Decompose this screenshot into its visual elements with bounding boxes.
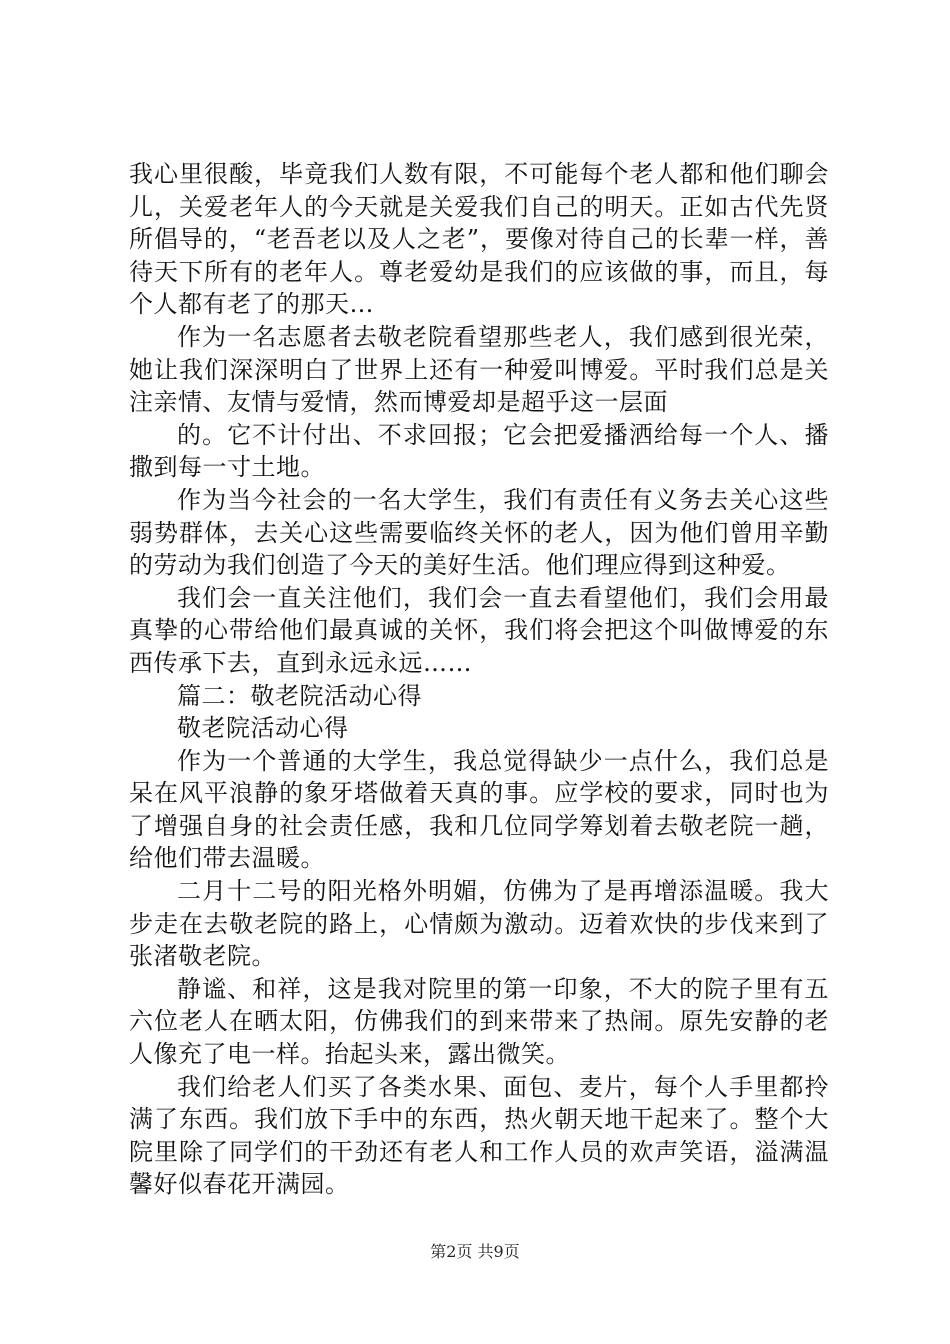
paragraph: 我们会一直关注他们，我们会一直去看望他们，我们会用最真挚的心带给他们最真诚的关怀，我们将会把这个叫做博爱的东西传承下去，直到永远永远…… <box>129 583 829 677</box>
paragraph: 的。它不计付出、不求回报；它会把爱播洒给每一个人、播撒到每一寸土地。 <box>129 420 829 482</box>
paragraph: 我们给老人们买了各类水果、面包、麦片，每个人手里都拎满了东西。我们放下手中的东西，热火朝天地干起来了。整个大院里除了同学们的干劲还有老人和工作人员的欢声笑语，溢满温馨好似春花开满园。 <box>129 1072 829 1199</box>
paragraph: 二月十二号的阳光格外明媚，仿佛为了是再增添温暖。我大步走在去敬老院的路上，心情颇为激动。迈着欢快的步伐来到了张渚敬老院。 <box>129 877 829 971</box>
paragraph: 作为一个普通的大学生，我总觉得缺少一点什么，我们总是呆在风平浪静的象牙塔做着天真的事。应学校的要求，同时也为了增强自身的社会责任感，我和几位同学筹划着去敬老院一趟，给他们带去温暖。 <box>129 746 829 873</box>
paragraph: 静谧、和祥，这是我对院里的第一印象，不大的院子里有五六位老人在晒太阳，仿佛我们的到来带来了热闹。原先安静的老人像充了电一样。抬起头来，露出微笑。 <box>129 974 829 1069</box>
paragraph: 作为当今社会的一名大学生，我们有责任有义务去关心这些弱势群体，去关心这些需要临终关怀的老人，因为他们曾用辛勤的劳动为我们创造了今天的美好生活。他们理应得到这种爱。 <box>129 485 829 580</box>
page-number-footer: 第2页 共9页 <box>430 1242 520 1261</box>
paragraph: 我心里很酸，毕竟我们人数有限，不可能每个老人都和他们聊会儿，关爱老年人的今天就是关爱我们自己的明天。正如古代先贤所倡导的，“老吾老以及人之老”，要像对待自己的长辈一样，善待天下所有的老年人。尊老爱幼是我们的应该做的事，而且，每个人都有老了的那天… <box>129 160 829 319</box>
document-body <box>129 158 829 1201</box>
article-title: 敬老院活动心得 <box>177 714 349 743</box>
section-heading: 篇二：敬老院活动心得 <box>177 681 422 710</box>
paragraph: 作为一名志愿者去敬老院看望那些老人，我们感到很光荣，她让我们深深明白了世界上还有一种爱叫博爱。平时我们总是关注亲情、友情与爱情，然而博爱却是超乎这一层面 <box>129 322 829 417</box>
